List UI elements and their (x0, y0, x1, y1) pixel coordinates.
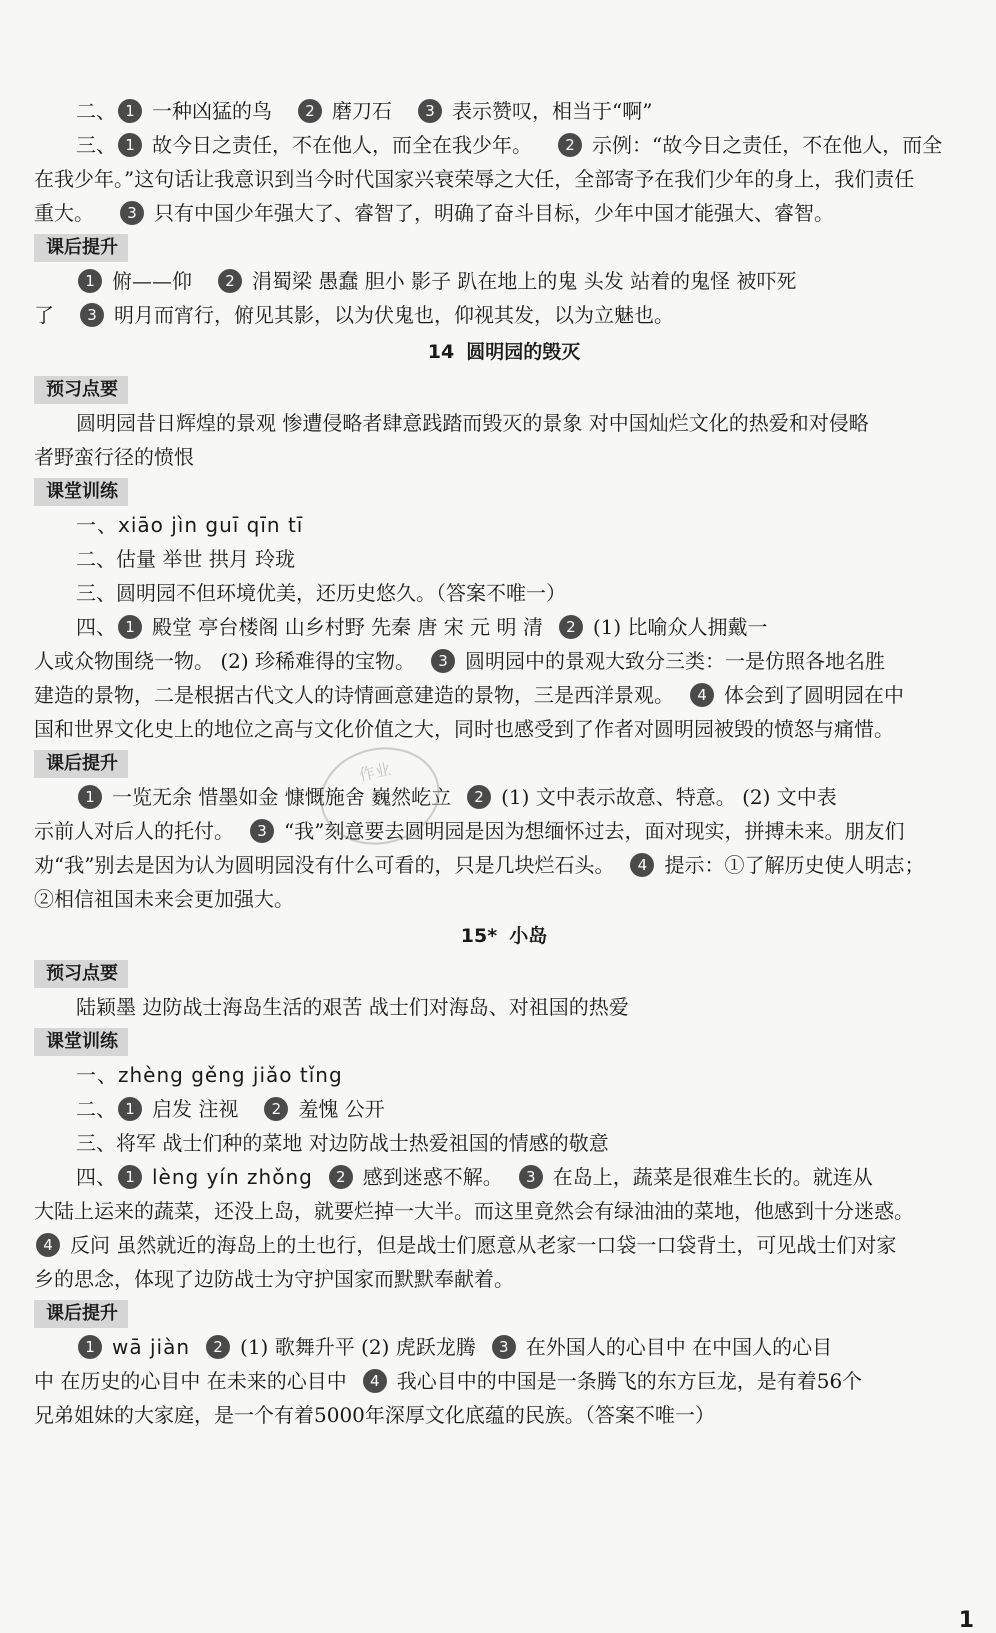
answer-text: 羞愧 公开 (298, 1097, 385, 1121)
answer-text: 明月而宵行，俯见其影，以为伏鬼也，仰视其发，以为立魅也。 (114, 303, 674, 327)
answer-text: 磨刀石 (332, 99, 392, 123)
stamp-watermark: 作业 (311, 737, 448, 856)
num-badge: 2 (218, 269, 242, 293)
num-badge: 4 (363, 1369, 387, 1393)
num-badge: 2 (298, 99, 322, 123)
answer-text: 在岛上，蔬菜是很难生长的。就连从 (552, 1165, 873, 1189)
answer-text: 劝“我”别去是因为认为圆明园没有什么可看的，只是几块烂石头。 (34, 853, 615, 877)
answer-text: 示例：“故今日之责任，不在他人，而全 (592, 133, 943, 157)
l15-kt-5: 大陆上运来的蔬菜，还没上岛，就要烂掉一大半。而这里竟然会有绿油油的菜地，他感到十分迷惑。 (34, 1199, 914, 1223)
answer-text: (1) 文中表示故意、特意。 (2) 文中表 (501, 785, 837, 809)
section-label-classroom: 课堂训练 (34, 1028, 128, 1056)
l14-kt-4 (34, 610, 974, 644)
l14-preview-1: 圆明园昔日辉煌的景观 惨遭侵略者肆意践踏而毁灭的景象 对中国灿烂文化的热爱和对侵略 (76, 411, 869, 435)
prev-kh-line-1 (34, 264, 974, 298)
l14-kh-3 (34, 848, 974, 882)
num-badge: 1 (118, 1165, 142, 1189)
num-badge: 2 (559, 615, 583, 639)
answer-text: 殿堂 亭台楼阁 山乡村野 先秦 唐 宋 元 明 清 (152, 615, 543, 639)
l15-kh-3: 兄弟姐妹的大家庭，是一个有着5000年深厚文化底蕴的民族。（答案不唯一） (34, 1403, 715, 1427)
l14-kt-1: 一、xiāo jìn guī qīn tī (76, 513, 304, 537)
num-badge: 2 (264, 1097, 288, 1121)
answer-text: 启发 注视 (152, 1097, 239, 1121)
answer-page (34, 94, 974, 1633)
l15-kt-3: 三、将军 战士们种的菜地 对边防战士热爱祖国的情感的敬意 (76, 1131, 609, 1155)
num-badge: 3 (519, 1165, 543, 1189)
prev-line-3: 在我少年。”这句话让我意识到当今时代国家兴衰荣辱之大任，全部寄予在我们少年的身上，我们责任 (34, 167, 915, 191)
num-badge: 3 (250, 819, 274, 843)
l14-kt-7: 国和世界文化史上的地位之高与文化价值之大，同时也感受到了作者对圆明园被毁的愤怒与痛惜。 (34, 717, 894, 741)
l14-kh-4: ②相信祖国未来会更加强大。 (34, 887, 294, 911)
section-label-classroom: 课堂训练 (34, 478, 128, 506)
answer-text: 表示赞叹，相当于“啊” (452, 99, 653, 123)
num-badge: 2 (329, 1165, 353, 1189)
answer-text: 只有中国少年强大了、睿智了，明确了奋斗目标，少年中国才能强大、睿智。 (154, 201, 834, 225)
item-prefix: 二、 (76, 99, 116, 123)
lesson-title: 小岛 (509, 925, 548, 947)
answer-text: “我”刻意要去圆明园是因为想缅怀过去，面对现实，拼搏未来。朋友们 (284, 819, 905, 843)
num-badge: 3 (80, 303, 104, 327)
num-badge: 1 (118, 1097, 142, 1121)
section-label-preview: 预习点要 (34, 960, 128, 988)
l14-kt-5 (34, 644, 974, 678)
item-prefix: 四、 (76, 1165, 116, 1189)
prev-line-2 (34, 128, 974, 162)
num-badge: 3 (492, 1335, 516, 1359)
answer-text: 建造的景物，二是根据古代文人的诗情画意建造的景物，三是西洋景观。 (34, 683, 674, 707)
answer-text: 示前人对后人的托付。 (34, 819, 234, 843)
answer-text: 反问 虽然就近的海岛上的土也行，但是战士们愿意从老家一口袋一口袋背土，可见战士们对家 (70, 1233, 897, 1257)
prev-line-1 (34, 94, 974, 128)
l14-preview-2: 者野蛮行径的愤恨 (34, 445, 194, 469)
num-badge: 2 (467, 785, 491, 809)
prev-line-4 (34, 196, 974, 230)
answer-text: (1) 比喻众人拥戴一 (592, 615, 768, 639)
answer-text: 人或众物围绕一物。 (2) 珍稀难得的宝物。 (34, 649, 416, 673)
answer-text: 故今日之责任，不在他人，而全在我少年。 (152, 133, 532, 157)
item-prefix: 二、 (76, 1097, 116, 1121)
answer-text: 一种凶猛的鸟 (152, 99, 272, 123)
page-number: 1 (958, 1608, 974, 1633)
num-badge: 4 (630, 853, 654, 877)
section-label-after-class: 课后提升 (34, 234, 128, 262)
num-badge: 2 (206, 1335, 230, 1359)
answer-text: 我心目中的中国是一条腾飞的东方巨龙，是有着56个 (396, 1369, 863, 1393)
num-badge: 1 (78, 785, 102, 809)
num-badge: 4 (36, 1233, 60, 1257)
num-badge: 1 (118, 99, 142, 123)
lesson-14-title (34, 334, 974, 370)
answer-text: 了 (34, 303, 54, 327)
num-badge: 3 (120, 201, 144, 225)
num-badge: 3 (431, 649, 455, 673)
answer-text: wā jiàn (112, 1335, 191, 1359)
l15-kh-1 (34, 1330, 974, 1364)
num-badge: 3 (418, 99, 442, 123)
item-prefix: 三、 (76, 133, 116, 157)
lesson-15-title (34, 918, 974, 954)
answer-text: 体会到了圆明园在中 (724, 683, 904, 707)
num-badge: 2 (558, 133, 582, 157)
answer-text: (1) 歌舞升平 (2) 虎跃龙腾 (240, 1335, 476, 1359)
l15-kt-7: 乡的思念，体现了边防战士为守护国家而默默奉献着。 (34, 1267, 514, 1291)
lesson-title: 圆明园的毁灭 (466, 341, 581, 363)
answer-text: 圆明园中的景观大致分三类：一是仿照各地名胜 (465, 649, 886, 673)
l15-kt-4 (34, 1160, 974, 1194)
answer-text: 涓蜀梁 愚蠢 胆小 影子 趴在地上的鬼 头发 站着的鬼怪 被吓死 (252, 269, 797, 293)
num-badge: 4 (690, 683, 714, 707)
item-prefix: 四、 (76, 615, 116, 639)
num-badge: 1 (118, 133, 142, 157)
l15-preview-1: 陆颖墨 边防战士海岛生活的艰苦 战士们对海岛、对祖国的热爱 (76, 995, 629, 1019)
prev-kh-line-2 (34, 298, 974, 332)
l14-kt-3: 三、圆明园不但环境优美，还历史悠久。（答案不唯一） (76, 581, 566, 605)
lesson-number: 14 (427, 341, 455, 363)
answer-text: 提示：①了解历史使人明志； (664, 853, 925, 877)
num-badge: 1 (78, 1335, 102, 1359)
num-badge: 1 (78, 269, 102, 293)
answer-text: 感到迷惑不解。 (362, 1165, 503, 1189)
answer-text: lèng yín zhǒng (152, 1165, 313, 1189)
lesson-number: 15* (460, 925, 498, 947)
section-label-after-class: 课后提升 (34, 750, 128, 778)
l14-kh-1 (34, 780, 974, 814)
answer-text: 在外国人的心目中 在中国人的心目 (525, 1335, 833, 1359)
l15-kt-2 (34, 1092, 974, 1126)
l14-kh-2 (34, 814, 974, 848)
num-badge: 1 (118, 615, 142, 639)
l15-kt-6 (34, 1228, 974, 1262)
l15-kh-2 (34, 1364, 974, 1398)
answer-text: 重大。 (34, 201, 94, 225)
l14-kt-2: 二、估量 举世 拱月 玲珑 (76, 547, 296, 571)
answer-text: 中 在历史的心目中 在未来的心目中 (34, 1369, 347, 1393)
answer-text: 俯——仰 (112, 269, 192, 293)
section-label-preview: 预习点要 (34, 376, 128, 404)
answer-text: 一览无余 惜墨如金 慷慨施舍 巍然屹立 (112, 785, 452, 809)
section-label-after-class: 课后提升 (34, 1300, 128, 1328)
l15-kt-1: 一、zhèng gěng jiǎo tǐng (76, 1063, 343, 1087)
l14-kt-6 (34, 678, 974, 712)
